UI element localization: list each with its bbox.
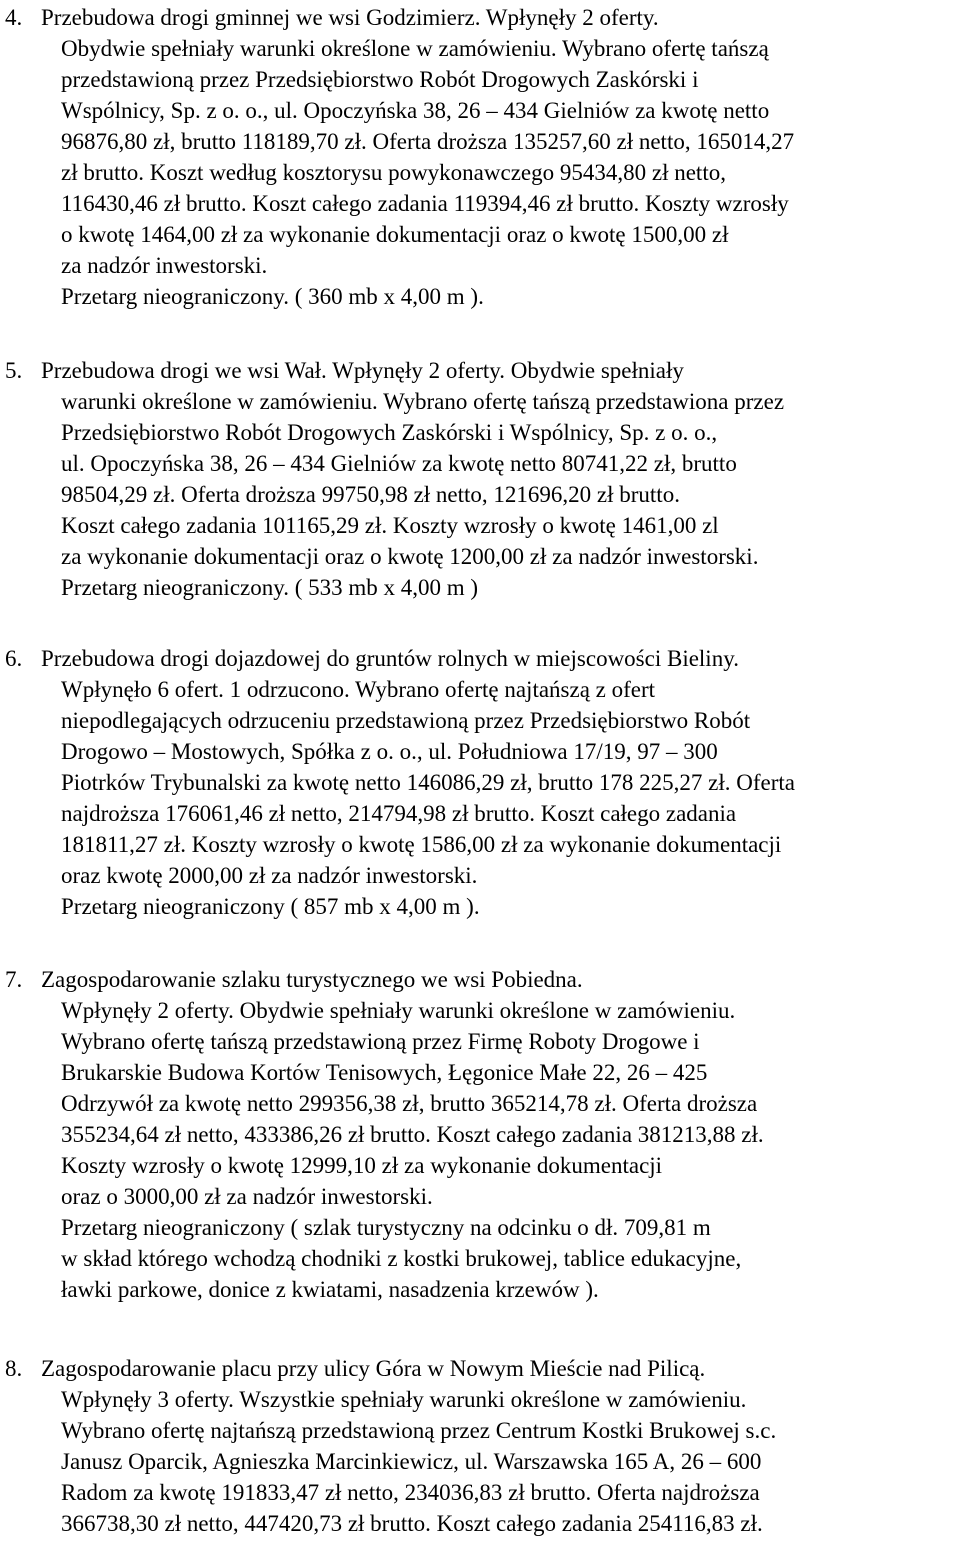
item-text-line: 355234,64 zł netto, 433386,26 zł brutto. Koszt całego zadania 381213,88 zł.: [61, 1122, 764, 1147]
item-text-line: Przedsiębiorstwo Robót Drogowych Zaskórski i Wspólnicy, Sp. z o. o.,: [61, 420, 718, 445]
item-text-line: Wybrano ofertę najtańszą przedstawioną przez Centrum Kostki Brukowej s.c.: [61, 1418, 777, 1443]
item-text-line: przedstawioną przez Przedsiębiorstwo Robót Drogowych Zaskórski i: [61, 67, 699, 92]
item-text-line: niepodlegających odrzuceniu przedstawioną przez Przedsiębiorstwo Robót: [61, 708, 751, 733]
item-text-line: zł brutto. Koszt według kosztorysu powykonawczego 95434,80 zł netto,: [61, 160, 726, 185]
item-text-line: Radom za kwotę 191833,47 zł netto, 234036,83 zł brutto. Oferta najdroższa: [61, 1480, 760, 1505]
item-text-line: 98504,29 zł. Oferta droższa 99750,98 zł netto, 121696,20 zł brutto.: [61, 482, 680, 507]
item-text-line: Przebudowa drogi dojazdowej do gruntów rolnych w miejscowości Bieliny.: [41, 646, 739, 671]
item-text-line: Piotrków Trybunalski za kwotę netto 146086,29 zł, brutto 178 225,27 zł. Oferta: [61, 770, 796, 795]
item-text-line: oraz o 3000,00 zł za nadzór inwestorski.: [61, 1184, 433, 1209]
item-text-line: Przetarg nieograniczony. ( 360 mb x 4,00 m ).: [61, 284, 484, 309]
item-text-line: Zagospodarowanie placu przy ulicy Góra w Nowym Mieście nad Pilicą.: [41, 1356, 706, 1381]
item-text-line: Przebudowa drogi gminnej we wsi Godzimierz. Wpłynęły 2 oferty.: [41, 5, 659, 30]
item-text-line: warunki określone w zamówieniu. Wybrano ofertę tańszą przedstawiona przez: [61, 389, 785, 414]
item-text-line: Koszty wzrosły o kwotę 12999,10 zł za wykonanie dokumentacji: [61, 1153, 663, 1178]
item-text-line: 181811,27 zł. Koszty wzrosły o kwotę 1586,00 zł za wykonanie dokumentacji: [61, 832, 782, 857]
item-text-line: Wspólnicy, Sp. z o. o., ul. Opoczyńska 38, 26 – 434 Gielniów za kwotę netto: [61, 98, 770, 123]
item-text-line: oraz kwotę 2000,00 zł za nadzór inwestorski.: [61, 863, 478, 888]
item-text-line: za nadzór inwestorski.: [61, 253, 268, 278]
item-number: 5.: [5, 358, 23, 383]
item-text-line: Koszt całego zadania 101165,29 zł. Koszty wzrosły o kwotę 1461,00 zl: [61, 513, 719, 538]
item-text-line: Drogowo – Mostowych, Spółka z o. o., ul. Południowa 17/19, 97 – 300: [61, 739, 718, 764]
item-number: 7.: [5, 967, 23, 992]
item-text-line: Janusz Oparcik, Agnieszka Marcinkiewicz, ul. Warszawska 165 A, 26 – 600: [61, 1449, 762, 1474]
item-number: 8.: [5, 1356, 23, 1381]
item-number: 4.: [5, 5, 23, 30]
item-text-line: Odrzywół za kwotę netto 299356,38 zł, brutto 365214,78 zł. Oferta droższa: [61, 1091, 758, 1116]
item-text-line: o kwotę 1464,00 zł za wykonanie dokumentacji oraz o kwotę 1500,00 zł: [61, 222, 729, 247]
item-text-line: Zagospodarowanie szlaku turystycznego we wsi Pobiedna.: [41, 967, 583, 992]
item-text-line: Obydwie spełniały warunki określone w zamówieniu. Wybrano ofertę tańszą: [61, 36, 769, 61]
item-text-line: Przetarg nieograniczony ( 857 mb x 4,00 m ).: [61, 894, 480, 919]
item-text-line: Wybrano ofertę tańszą przedstawioną przez Firmę Roboty Drogowe i: [61, 1029, 700, 1054]
item-text-line: Przetarg nieograniczony ( szlak turystyczny na odcinku o dł. 709,81 m: [61, 1215, 711, 1240]
item-text-line: 366738,30 zł netto, 447420,73 zł brutto. Koszt całego zadania 254116,83 zł.: [61, 1511, 763, 1536]
item-text-line: Wpłynęły 3 oferty. Wszystkie spełniały warunki określone w zamówieniu.: [61, 1387, 747, 1412]
item-number: 6.: [5, 646, 23, 671]
item-text-line: za wykonanie dokumentacji oraz o kwotę 1200,00 zł za nadzór inwestorski.: [61, 544, 759, 569]
item-text-line: Wpłynęło 6 ofert. 1 odrzucono. Wybrano ofertę najtańszą z ofert: [61, 677, 656, 702]
item-text-line: ul. Opoczyńska 38, 26 – 434 Gielniów za kwotę netto 80741,22 zł, brutto: [61, 451, 737, 476]
item-text-line: 96876,80 zł, brutto 118189,70 zł. Oferta droższa 135257,60 zł netto, 165014,27: [61, 129, 795, 154]
item-text-line: 116430,46 zł brutto. Koszt całego zadania 119394,46 zł brutto. Koszty wzrosły: [61, 191, 789, 216]
item-text-line: ławki parkowe, donice z kwiatami, nasadzenia krzewów ).: [61, 1277, 599, 1302]
item-text-line: Przetarg nieograniczony. ( 533 mb x 4,00 m ): [61, 575, 479, 600]
item-text-line: Przebudowa drogi we wsi Wał. Wpłynęły 2 oferty. Obydwie spełniały: [41, 358, 684, 383]
item-text-line: w skład którego wchodzą chodniki z kostki brukowej, tablice edukacyjne,: [61, 1246, 742, 1271]
item-text-line: Brukarskie Budowa Kortów Tenisowych, Łęgonice Małe 22, 26 – 425: [61, 1060, 708, 1085]
item-text-line: Wpłynęły 2 oferty. Obydwie spełniały warunki określone w zamówieniu.: [61, 998, 736, 1023]
item-text-line: najdroższa 176061,46 zł netto, 214794,98 zł brutto. Koszt całego zadania: [61, 801, 737, 826]
